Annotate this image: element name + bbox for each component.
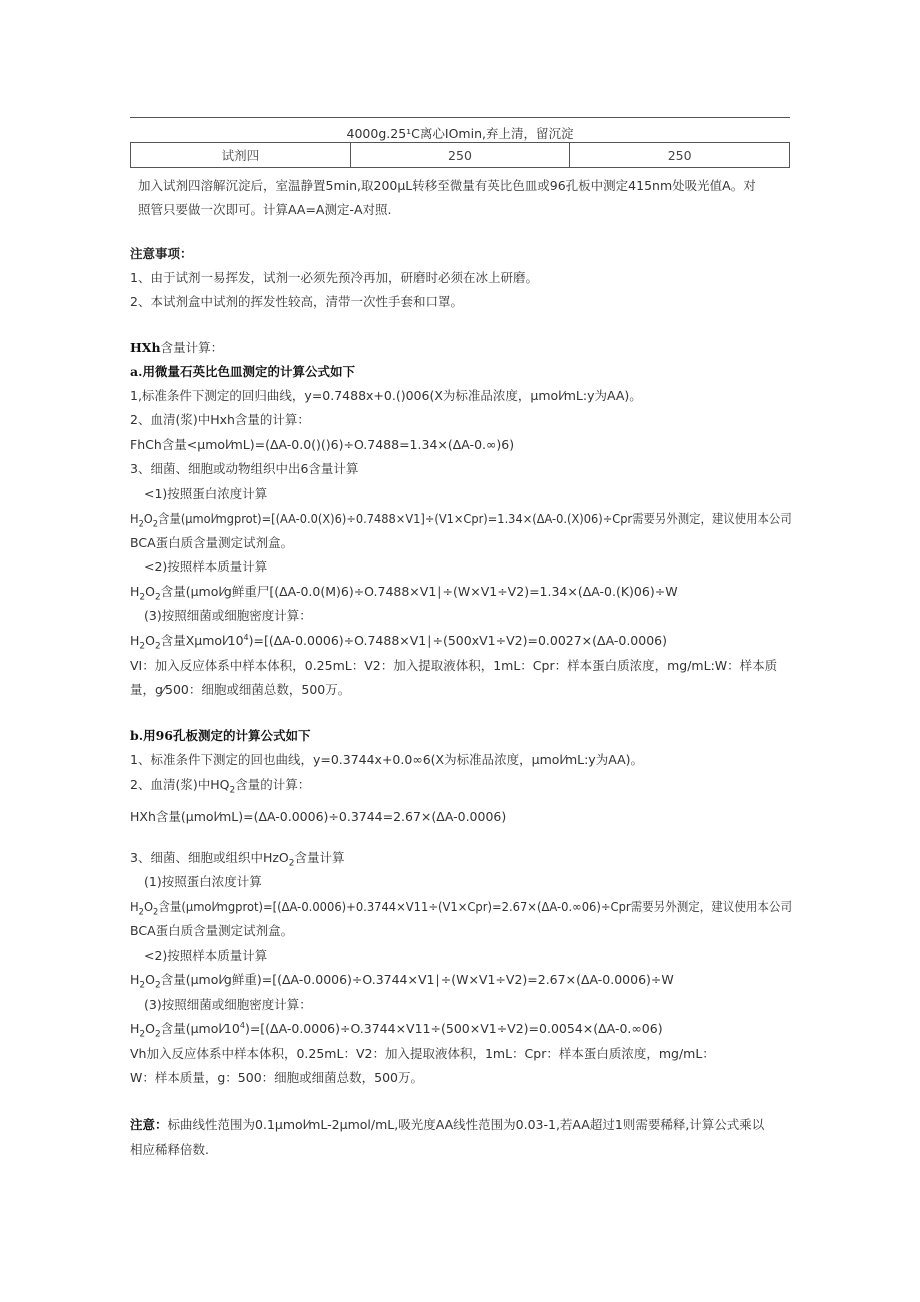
table-cell: 试剂四 [131,143,351,168]
subscript: 2 [154,980,161,991]
subscript: 2 [138,907,144,918]
section-a-title: 用微量石英比色皿测定的计算公式如下 [142,364,355,379]
subscript: 2 [229,785,236,796]
o-symbol: O [145,972,155,987]
superscript: 4 [239,1020,245,1030]
a-sub-2: <2)按照样本质量计算 [144,559,268,574]
procedure-line-2: 照管只要做一次即可。计算AA=A测定-A对照. [138,202,392,217]
subscript: 2 [154,592,161,603]
section-b-title: 孔板测定的计算公式如下 [173,728,311,743]
a-sub-1: <1)按照蛋白浓度计算 [144,486,268,501]
notes-item: 1、由于试剂一易挥发，试剂一必须先预冷再加，研磨时必须在冰上研磨。 [130,270,538,285]
section-b-prefix: b. [130,728,144,743]
formula-text: 含量(μmol⁄10 [160,1021,240,1036]
subscript: 2 [139,1029,146,1040]
h-symbol: H [130,972,140,987]
formula-text: 含量(μmol⁄mgprot)=[(ΔA-0.0006)+0.3744×V11÷(V1×Cpr)=2.67×(ΔA-0.∞06)÷Cpr需要另外测定，建议使用本公司 [158,899,792,914]
section-b-bold: 用96 [143,728,173,743]
subscript: 2 [139,980,146,991]
line-text: 3、细菌、细胞或组织中HzO [130,850,289,865]
table-cell: 250 [350,143,570,168]
formula-text: )=[(ΔA-0.0006)÷O.7488×V1∣÷(500xV1÷V2)=0.0027×(ΔA-0.0006) [248,633,667,648]
line-text: 含量的计算： [235,777,311,792]
formula-text: 含量(μmol⁄g鲜重尸[(ΔA-0.0(M)6)÷O.7488×V1∣÷(W×V1÷V2)=1.34×(ΔA-0.(K)06)÷W [160,584,678,599]
section-a-prefix: a. [130,364,143,379]
formula-text: 含量(μmol⁄mgprot)=[(AA-0.0(X)6)÷0.7488×V1]÷(V1×Cpr)=1.34×(ΔA-0.(X)06)÷Cpr需要另外测定，建议使用本公司 [158,511,792,526]
h-symbol: H [130,633,140,648]
notes-title: 注意事项： [130,246,193,261]
subscript: 2 [138,519,144,530]
a-line-4: 3、细菌、细胞或动物组织中出6含量计算 [130,461,359,476]
a-line-1: 1,标准条件下测定的回归曲线，y=0.7488x+0.()006(X为标准品浓度，μmol⁄mL:y为AA)。 [130,388,642,403]
calc-title [130,338,223,356]
h-symbol: H [130,584,140,599]
b-sub-2: <2)按照样本质量计算 [144,948,268,963]
b-line-1: 1、标准条件下测定的回也曲线，y=0.3744x+0.0∞6(X为标准品浓度，μmol⁄mL:y为AA)。 [130,752,644,767]
calc-title-rest: 含量计算： [160,340,224,355]
centrifuge-note: 4000g.25¹C离心IOmin,弃上清，留沉淀 [346,126,574,141]
final-note-line-1 [130,1115,764,1133]
b-sub-3: (3)按照细菌或细胞密度计算： [144,997,312,1012]
a-formula-mass [130,582,678,603]
b-line-2 [130,775,310,796]
notes-item: 2、本试剂盒中试剂的挥发性较高，清带一次性手套和口罩。 [130,294,463,309]
calc-title-bold: HXh [130,340,161,355]
line-text: 含量计算 [294,850,345,865]
h-symbol: H [130,511,139,526]
line-text: 2、血清(浆)中HQ [130,777,230,792]
b-sub-1: (1)按照蛋白浓度计算 [144,874,262,889]
b-formula-protein-cont: BCA蛋白质含量测定试剂盒。 [130,923,294,938]
section-b-heading [130,726,311,744]
a-sub-3: (3)按照细菌或细胞密度计算： [144,608,312,623]
a-line-2: 2、血清(浆)中Hxh含量的计算： [130,412,310,427]
b-line-4 [130,848,345,869]
o-symbol: O [145,633,155,648]
o-symbol: O [145,1021,155,1036]
final-note-text: 标曲线性范围为0.1μmol⁄mL-2μmol/mL,吸光度AA线性范围为0.03-1,若AA超过1则需要稀释,计算公式乘以 [167,1117,765,1132]
subscript: 2 [139,592,146,603]
o-symbol: O [143,899,154,914]
top-divider [130,117,790,118]
reagent-table [130,142,790,168]
table-row [131,143,790,168]
formula-text: )=[(ΔA-0.0006)÷O.3744×V11÷(500×V1÷V2)=0.0054×(ΔA-0.∞06) [244,1021,663,1036]
a-variables-2: 量，g⁄500：细胞或细菌总数，500万。 [130,682,351,697]
subscript: 2 [154,1029,161,1040]
h-symbol: H [130,899,139,914]
o-symbol: O [145,584,155,599]
b-variables-1: Vh加入反应体系中样本体积，0.25mL：V2：加入提取液体积，1mL：Cpr：样本蛋白质浓度，mg/mL： [130,1046,715,1061]
h-symbol: H [130,1021,140,1036]
subscript: 2 [154,641,161,652]
b-formula-protein [130,897,792,918]
table-cell: 250 [570,143,790,168]
formula-text: 含量Xμmol⁄10 [160,633,244,648]
o-symbol: O [143,511,153,526]
subscript: 2 [139,641,146,652]
formula-text: 含量(μmol⁄g鲜重)=[(ΔA-0.0006)÷O.3744×V1∣÷(W×V1÷V2)=2.67×(ΔA-0.0006)÷W [160,972,674,987]
a-formula-protein [130,509,792,530]
a-variables-1: VI：加入反应体系中样本体积，0.25mL：V2：加入提取液体积，1mL：Cpr：样本蛋白质浓度，mg/mL:W：样本质 [130,658,778,673]
b-formula-density [130,1019,663,1040]
a-formula-protein-cont: BCA蛋白质含量测定试剂盒。 [130,535,294,550]
subscript: 2 [288,858,295,869]
b-formula-mass [130,970,674,991]
final-note-label: 注意： [130,1117,168,1132]
subscript: 2 [153,907,159,918]
procedure-line-1: 加入试剂四溶解沉淀后，室温静置5min,取200μL转移至微量有英比色皿或96孔板中测定415nm处吸光值A。对 [138,178,756,193]
section-a-heading [130,362,355,380]
superscript: 4 [243,632,249,642]
a-formula-density [130,631,667,652]
a-formula-serum: FhCh含量<μmol⁄mL)=(ΔA-0.0()()6)÷O.7488=1.34×(ΔA-0.∞)6) [130,437,515,452]
subscript: 2 [152,519,159,530]
final-note-line-2: 相应稀释倍数. [130,1142,209,1157]
b-formula-serum: HXh含量(μmol⁄mL)=(ΔA-0.0006)÷0.3744=2.67×(ΔA-0.0006) [130,809,507,824]
b-variables-2: W：样本质量，g：500：细胞或细菌总数，500万。 [130,1070,424,1085]
